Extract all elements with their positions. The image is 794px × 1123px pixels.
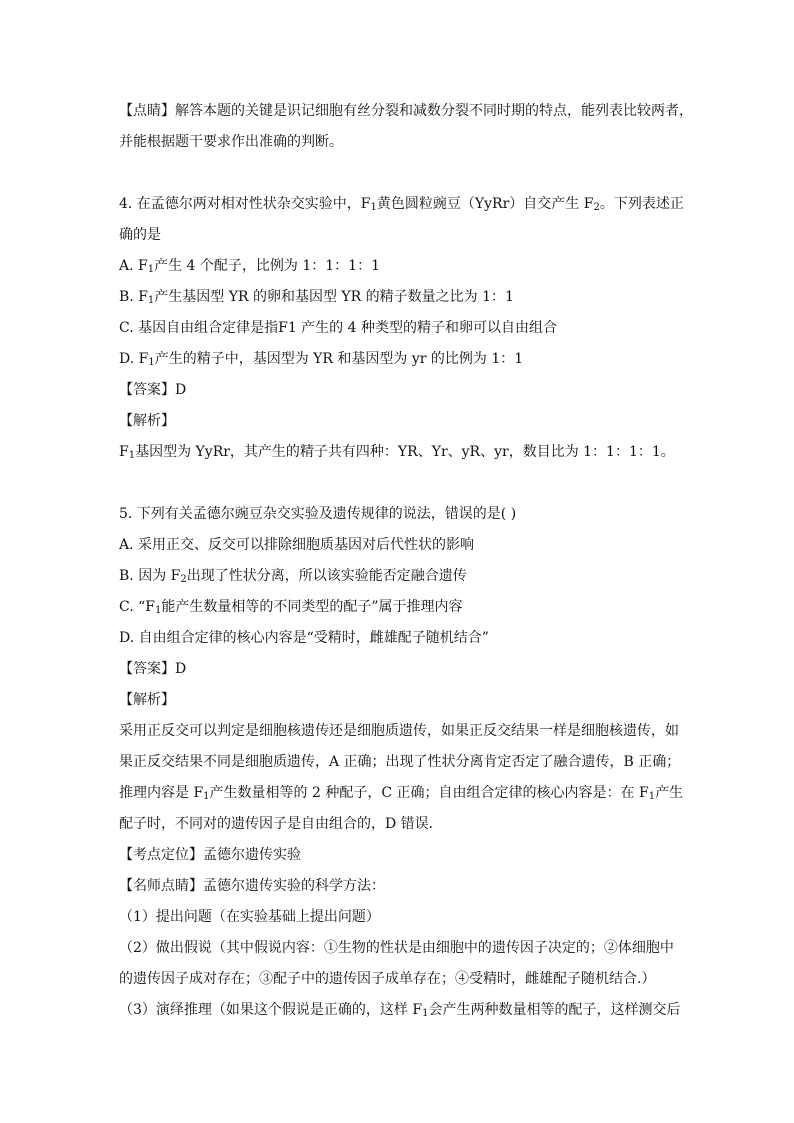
q4-stem-line-1	[119, 189, 684, 220]
keypoint-text: 孟德尔遗传实验	[203, 847, 301, 863]
q5-option-c	[119, 592, 679, 623]
q4-stem-part: 黄色圆粒豌豆（YyRr）自交产生 F	[376, 196, 594, 212]
q4-option-b	[119, 282, 679, 313]
subscript: 1	[648, 791, 656, 802]
option-text: 能产生数量相等的不同类型的配子”属于推理内容	[161, 599, 463, 615]
step-text: （1）提出问题（在实验基础上提出问题）	[119, 909, 380, 925]
q4-option-c	[119, 313, 679, 344]
q5-stem	[119, 499, 679, 530]
q4-option-a	[119, 251, 679, 282]
option-text: D. 自由组合定律的核心内容是“受精时，雌雄配子随机结合”	[119, 630, 489, 646]
answer-text: 【答案】D	[119, 382, 187, 398]
analysis-text: 产生数量相等的 2 种配子，C 正确；自由组合定律的核心内容是：在 F	[209, 785, 649, 801]
spacer	[119, 468, 679, 499]
q4-analysis-heading	[119, 406, 679, 437]
option-text: C. 基因自由组合定律是指F1 产生的 4 种类型的精子和卵可以自由组合	[119, 320, 557, 336]
q4-stem-line-2	[119, 220, 679, 251]
subscript: 1	[147, 264, 155, 275]
answer-text: 【答案】D	[119, 661, 187, 677]
option-text: 出现了性状分离，所以该实验能否定融合遗传	[186, 568, 467, 584]
tip-text-2: 并能根据题干要求作出准确的判断。	[119, 134, 343, 150]
option-text: 产生的精子中，基因型为 YR 和基因型为 yr 的比例为 1：1	[154, 351, 524, 367]
q5-step-2-line-1	[119, 933, 679, 964]
option-label: D. F	[119, 351, 149, 367]
q5-stem-text: 5. 下列有关孟德尔豌豆杂交实验及遗传规律的说法，错误的是( )	[119, 506, 517, 522]
q5-analysis-heading	[119, 685, 679, 716]
subscript: 1	[422, 1008, 429, 1019]
q4-answer	[119, 375, 679, 406]
tip-text-1: 解答本题的关键是识记细胞有丝分裂和减数分裂不同时期的特点，能列表比较两者，	[175, 103, 693, 119]
teacher-tip-tag: 【名师点睛】	[119, 878, 203, 894]
option-label: A. F	[119, 258, 148, 274]
tip-tag: 【点睛】	[119, 103, 175, 119]
q4-analysis	[119, 437, 679, 468]
q5-option-a	[119, 530, 679, 561]
analysis-text: 采用正反交可以判定是细胞核遗传还是细胞质遗传，如果正反交结果一样是细胞核遗传，如	[119, 723, 679, 739]
q5-analysis-line-1	[119, 716, 679, 747]
q4-option-d	[119, 344, 679, 375]
analysis-text: 果正反交结果不同是细胞质遗传，A 正确；出现了性状分离肯定否定了融合遗传，B 正确；	[119, 754, 681, 770]
step-text: 的遗传因子成对存在；③配子中的遗传因子成单存在；④受精时，雌雄配子随机结合.）	[119, 971, 656, 987]
option-text: 产生 4 个配子，比例为 1：1：1：1	[154, 258, 380, 274]
teacher-tip-text: 孟德尔遗传实验的科学方法：	[203, 878, 385, 894]
subscript: 2	[180, 574, 187, 585]
subscript: 1	[203, 791, 210, 802]
analysis-tag: 【解析】	[119, 413, 175, 429]
option-label: C. “F	[119, 599, 155, 615]
analysis-text: 配子时，不同对的遗传因子是自由组合的，D 错误．	[119, 816, 443, 832]
q5-option-d	[119, 623, 679, 654]
option-label: B. 因为 F	[119, 568, 181, 584]
subscript: 1	[147, 295, 155, 306]
option-text: 产生基因型 YR 的卵和基因型 YR 的精子数量之比为 1：1	[154, 289, 514, 305]
analysis-text: 推理内容是 F	[119, 785, 204, 801]
tip-line-2	[119, 127, 679, 158]
analysis-text: 基因型为 YyRr，其产生的精子共有四种：YR、Yr、yR、yr，数目比为 1：1：1：1。	[135, 444, 675, 460]
subscript: 1	[370, 202, 377, 213]
step-text: 会产生两种数量相等的配子，这样测交后	[428, 1002, 681, 1018]
option-text: A. 采用正交、反交可以排除细胞质基因对后代性状的影响	[119, 537, 475, 553]
subscript: 2	[593, 202, 600, 213]
q5-analysis-line-4	[119, 809, 679, 840]
analysis-text: 产生	[655, 785, 684, 801]
document-page	[119, 96, 693, 1026]
keypoint-tag: 【考点定位】	[119, 847, 203, 863]
q5-answer	[119, 654, 679, 685]
subscript: 1	[128, 450, 136, 461]
tip-line-1	[119, 96, 693, 127]
q5-step-1	[119, 902, 679, 933]
q5-analysis-line-3	[119, 778, 684, 809]
spacer	[119, 158, 679, 189]
option-label: B. F	[119, 289, 148, 305]
analysis-text: F	[119, 444, 129, 460]
q5-keypoint	[119, 840, 679, 871]
q5-step-3	[119, 995, 679, 1026]
q4-stem-part: 4. 在孟德尔两对相对性状杂交实验中，F	[119, 196, 371, 212]
subscript: 1	[148, 357, 155, 368]
q5-step-2-line-2	[119, 964, 679, 995]
subscript: 1	[154, 605, 162, 616]
q5-teacher-tip	[119, 871, 679, 902]
step-text: （2）做出假说（其中假说内容：①生物的性状是由细胞中的遗传因子决定的；②体细胞中	[119, 940, 674, 956]
analysis-tag: 【解析】	[119, 692, 175, 708]
q4-stem-part: 。下列表述正	[599, 196, 684, 212]
q4-stem-part: 确的是	[119, 227, 161, 243]
step-text: （3）演绎推理（如果这个假说是正确的，这样 F	[119, 1002, 423, 1018]
q5-analysis-line-2	[119, 747, 679, 778]
q5-option-b	[119, 561, 679, 592]
